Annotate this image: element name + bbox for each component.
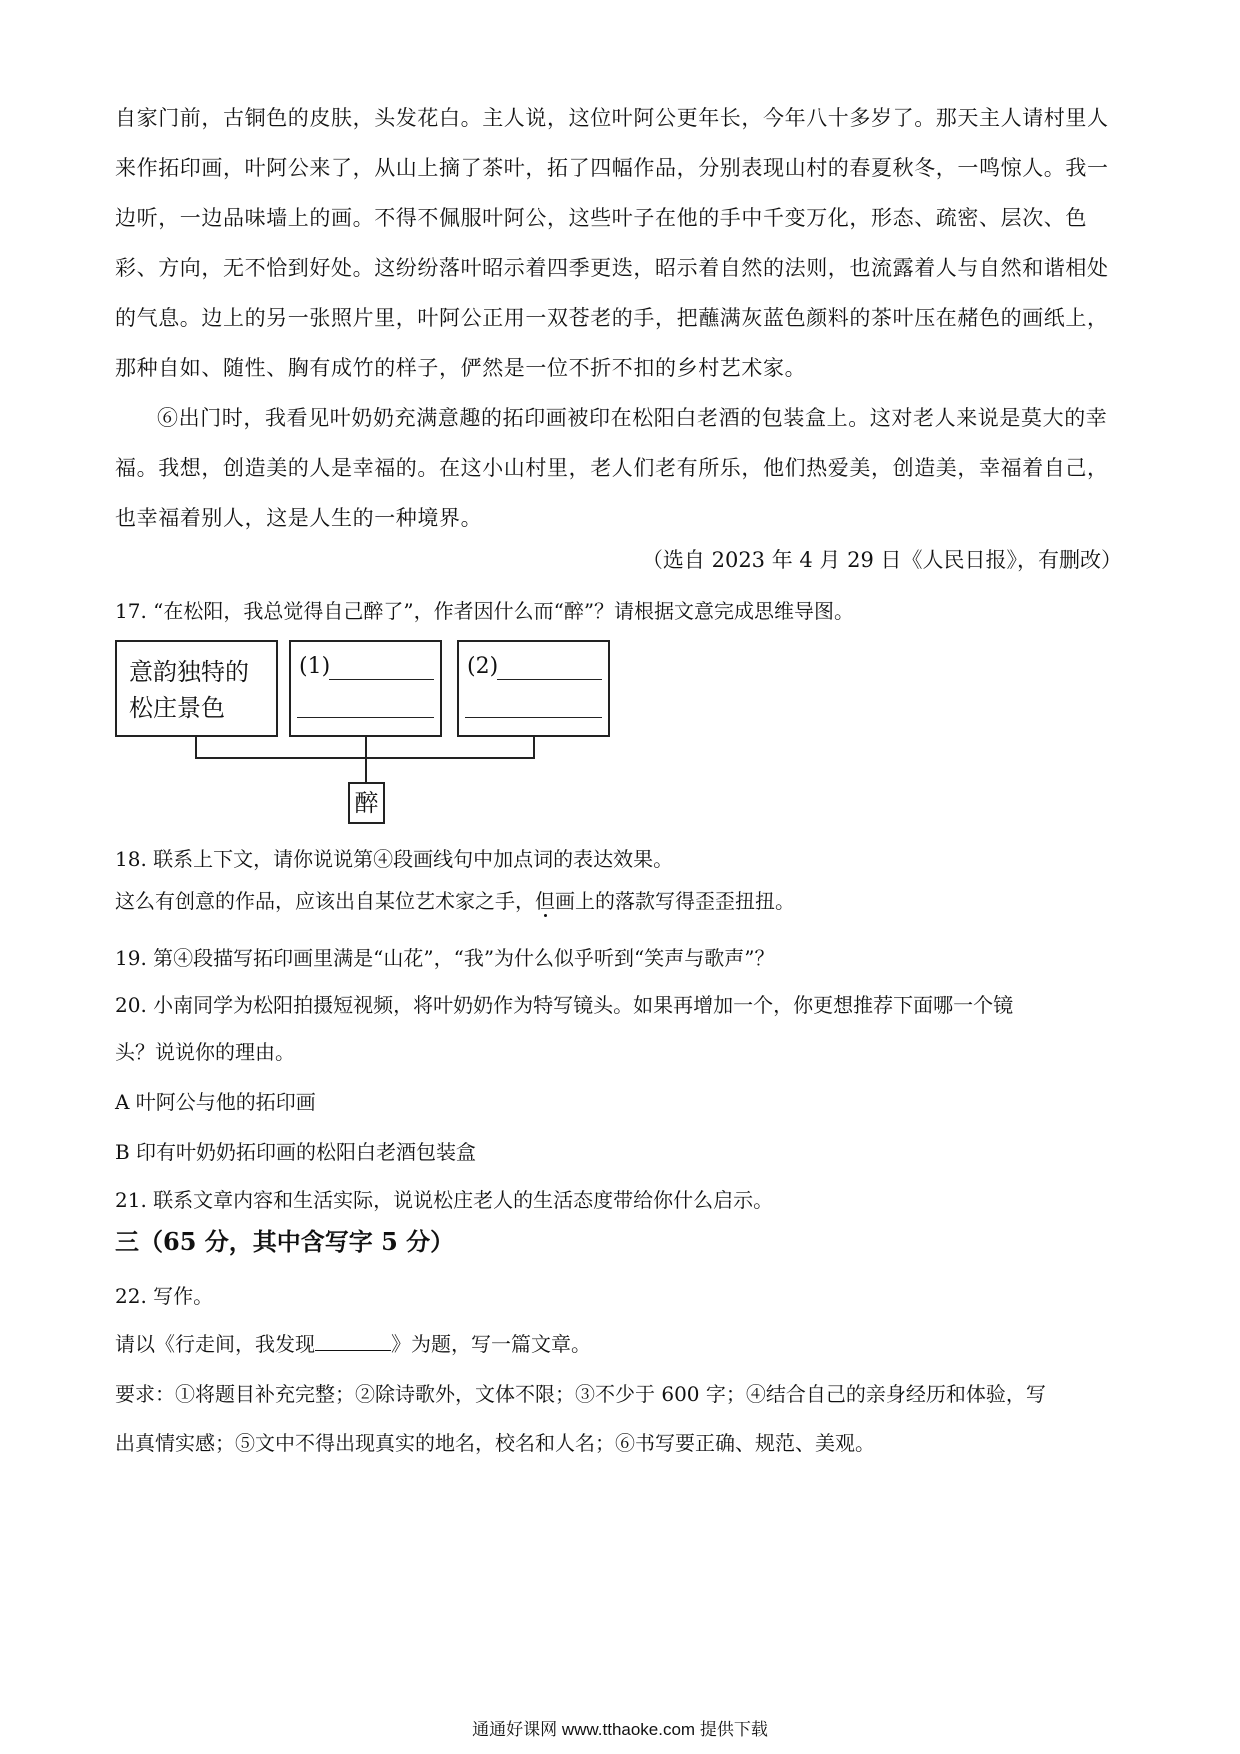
text-line: 那种自如、随性、胸有成竹的样子，俨然是一位不折不扣的乡村艺术家。 [115,356,807,380]
answer-blank-line[interactable] [297,717,434,718]
passage-paragraph-6 [115,393,1125,543]
prompt-text: 请以《行走间，我发现 [115,1332,315,1356]
connector-line [195,737,197,758]
text-line: 的气息。边上的另一张照片里，叶阿公正用一双苍老的手，把蘸满灰蓝色颜料的茶叶压在赭色的画纸上， [115,306,1109,330]
mindmap-box-scenery [115,640,278,737]
text-line: 自家门前，古铜色的皮肤，头发花白。主人说，这位叶阿公更年长，今年八十多岁了。那天主人请村里人 [115,106,1109,130]
text-line: 也幸福着别人，这是人生的一种境界。 [115,506,483,530]
answer-blank-line[interactable] [497,679,602,680]
mindmap-box-blank-2 [457,640,610,737]
writing-requirements-cont: 出真情实感；⑤文中不得出现真实的地名，校名和人名；⑥书写要正确、规范、美观。 [115,1431,875,1455]
text-line: 福。我想，创造美的人是幸福的。在这小山村里，老人们老有所乐，他们热爱美，创造美，幸福着自己， [115,456,1109,480]
text-line: 彩、方向，无不恰到好处。这纷纷落叶昭示着四季更迭，昭示着自然的法则，也流露着人与自然和谐相处 [115,256,1109,280]
title-blank[interactable] [315,1330,391,1351]
connector-line [533,737,535,758]
question-18: 18. 联系上下文，请你说说第④段画线句中加点词的表达效果。 [115,847,674,871]
page-footer: 通通好课网 www.tthaoke.com 提供下载 [472,1720,768,1739]
question-18-sentence [115,885,1135,917]
section-3-title: 三（65 分，其中含写字 5 分） [115,1227,455,1256]
writing-prompt [115,1328,1135,1360]
writing-requirements: 要求：①将题目补充完整；②除诗歌外，文体不限；③不少于 600 字；④结合自己的亲身经历和体验，写 [115,1382,1046,1406]
mindmap-box-line: 意韵独特的 [129,658,249,686]
question-21: 21. 联系文章内容和生活实际，说说松庄老人的生活态度带给你什么启示。 [115,1188,774,1212]
sentence-text: 画上的落款写得歪歪扭扭。 [555,889,795,913]
question-22: 22. 写作。 [115,1284,214,1308]
text-line: 边听，一边品味墙上的画。不得不佩服叶阿公，这些叶子在他的手中千变万化，形态、疏密、层次、色 [115,206,1087,230]
answer-blank-line[interactable] [465,717,602,718]
mindmap-box-line: 松庄景色 [129,694,225,722]
prompt-text: 》为题，写一篇文章。 [391,1332,591,1356]
blank-label: (2) [467,654,499,679]
mindmap-box-blank-1 [289,640,442,737]
blank-label: (1) [299,654,331,679]
question-19: 19. 第④段描写拓印画里满是“山花”，“我”为什么似乎听到“笑声与歌声”？ [115,946,775,970]
passage-source: （选自 2023 年 4 月 29 日《人民日报》，有删改） [641,548,1122,572]
connector-line [365,757,367,782]
text-line: 来作拓印画，叶阿公来了，从山上摘了茶叶，拓了四幅作品，分别表现山村的春夏秋冬，一鸣惊人。我一 [115,156,1109,180]
sentence-text: 这么有创意的作品，应该出自某位艺术家之手， [115,889,535,913]
mindmap-center-box: 醉 [348,782,385,824]
question-17: 17. “在松阳，我总觉得自己醉了”，作者因什么而“醉”？请根据文意完成思维导图。 [115,599,855,623]
question-20-option-a: A 叶阿公与他的拓印画 [115,1090,316,1114]
answer-blank-line[interactable] [329,679,434,680]
dotted-word: 但 [535,889,555,913]
question-20: 20. 小南同学为松阳拍摄短视频，将叶奶奶作为特写镜头。如果再增加一个，你更想推荐下面哪一个镜 [115,993,1014,1017]
passage-paragraph-5 [115,93,1125,393]
question-20-cont: 头？说说你的理由。 [115,1040,295,1064]
question-20-option-b: B 印有叶奶奶拓印画的松阳白老酒包装盒 [115,1140,477,1164]
mind-map [115,640,615,830]
mindmap-box-text [129,654,249,726]
connector-line [365,737,367,758]
text-line: ⑥出门时，我看见叶奶奶充满意趣的拓印画被印在松阳白老酒的包装盒上。这对老人来说是莫大的幸 [157,406,1108,430]
